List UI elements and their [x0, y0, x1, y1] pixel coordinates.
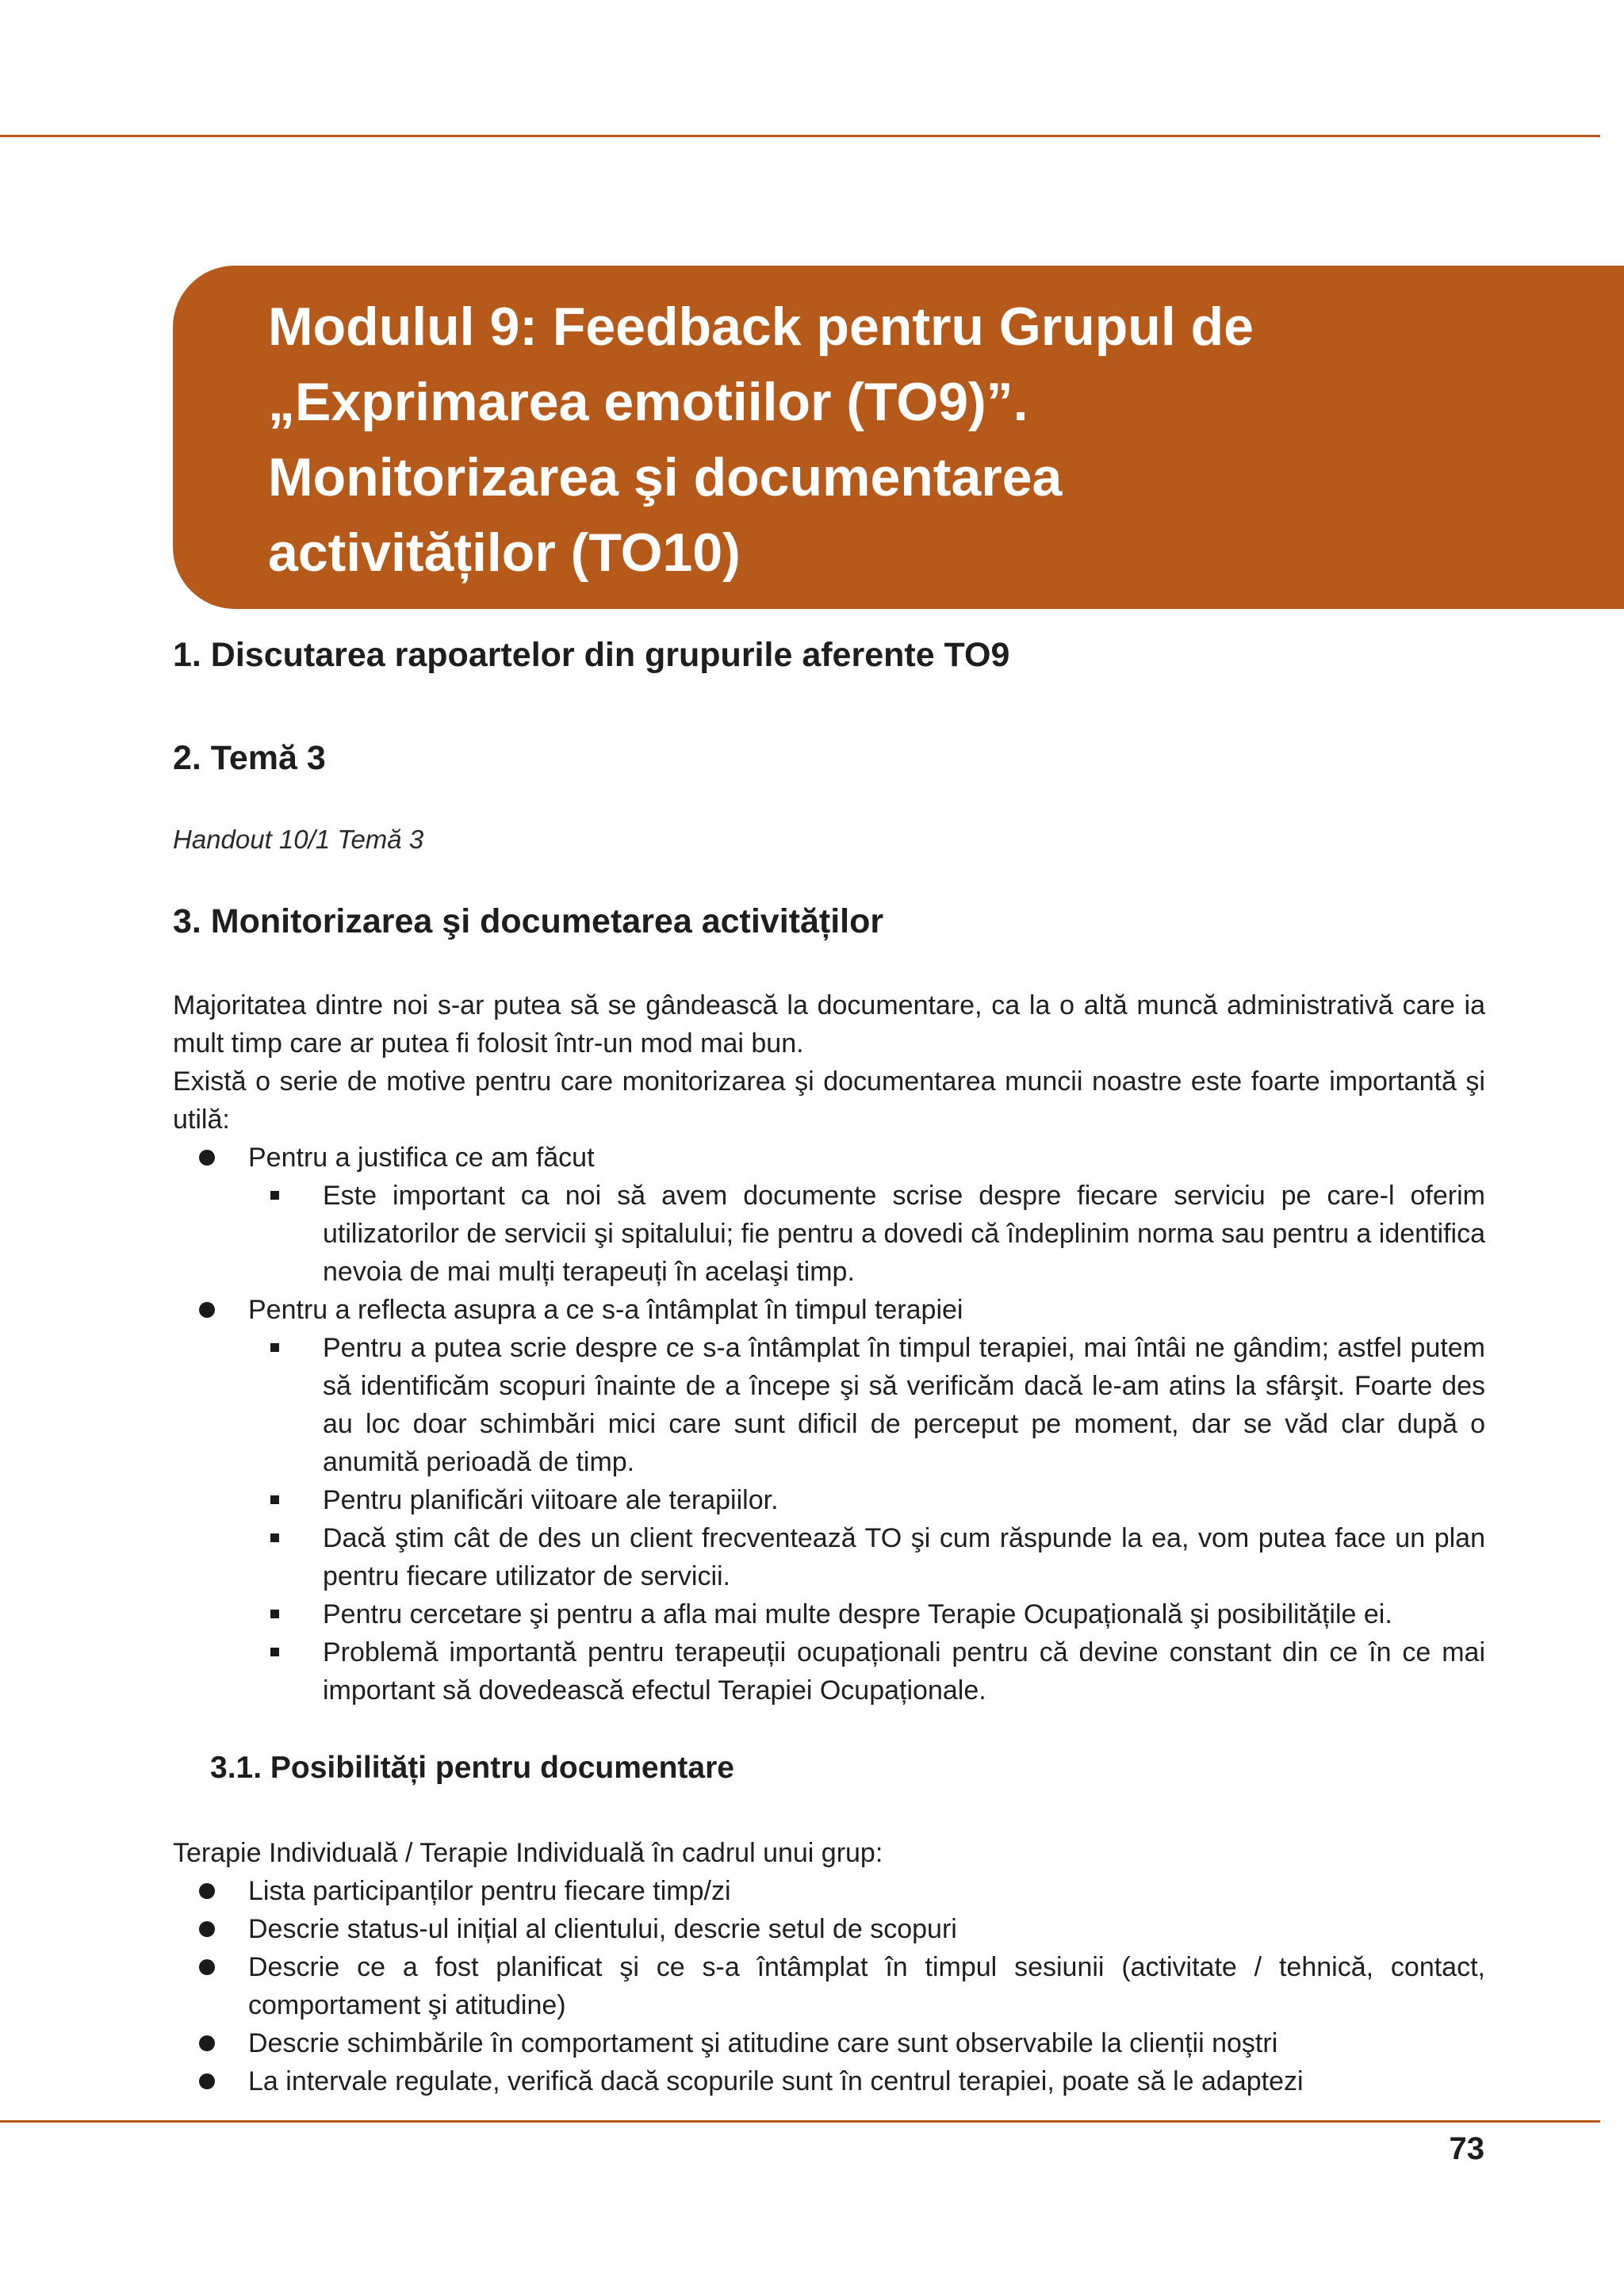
- bullet-square-icon: [270, 1533, 279, 1542]
- list-item: [0, 2062, 1485, 2100]
- sub-list-item: [0, 1595, 1485, 1633]
- module-title: [268, 289, 1505, 591]
- module-title-line: activităților (TO10): [268, 523, 741, 583]
- bullet-dot-icon: [199, 2073, 215, 2089]
- list-item: [0, 1948, 1485, 2024]
- sub-list-item: [0, 1481, 1485, 1519]
- footer-rule: [0, 2120, 1600, 2123]
- list-item-text: Pentru a reflecta asupra a ce s-a întâmplat în timpul terapiei: [248, 1295, 963, 1325]
- section-3-paragraph: Există o serie de motive pentru care monitorizarea şi documentarea muncii noastre este foarte importantă şi utilă:: [173, 1066, 1485, 1135]
- bullet-dot-icon: [199, 2035, 215, 2051]
- sub-list-item-text: Pentru planificări viitoare ale terapiilor.: [323, 1485, 779, 1515]
- list-item-text: Pentru a justifica ce am făcut: [248, 1143, 595, 1173]
- bullet-square-icon: [270, 1610, 279, 1618]
- sub-list-item-text: Problemă importantă pentru terapeuții ocupaționali pentru că devine constant din ce în ce mai important să dovedească efectul Terapiei Ocupaționale.: [323, 1637, 1485, 1706]
- module-title-line: Modulul 9: Feedback pentru Grupul de: [268, 297, 1254, 357]
- module-title-banner: [173, 266, 1624, 609]
- sub-list-item-text: Este important ca noi să avem documente scrise despre fiecare serviciu pe care-l oferim utilizatorilor de servicii şi spitalului; fie pentru a dovedi că îndeplinim norma sau pentru a identifica nevoia de mai mulți terapeuți în acelaşi timp.: [323, 1181, 1485, 1287]
- list-item-text: Lista participanților pentru fiecare timp/zi: [248, 1876, 731, 1906]
- list-item: [0, 1872, 1485, 1910]
- section-3-paragraph: Majoritatea dintre noi s-ar putea să se gândească la documentare, ca la o altă muncă administrativă care ia mult timp care ar putea fi folosit într-un mod mai bun.: [173, 990, 1485, 1059]
- list-item-text: La intervale regulate, verifică dacă scopurile sunt în centrul terapiei, poate să le adaptezi: [248, 2066, 1304, 2096]
- header-rule: [0, 135, 1600, 137]
- bullet-dot-icon: [199, 1883, 215, 1899]
- bullet-square-icon: [270, 1191, 279, 1200]
- section-3-1-intro: Terapie Individuală / Terapie Individuală în cadrul unui grup:: [173, 1838, 883, 1868]
- sub-list-item: [0, 1519, 1485, 1595]
- list-item: [0, 1139, 1485, 1177]
- bullet-square-icon: [270, 1495, 279, 1504]
- list-item: [0, 1910, 1485, 1948]
- sub-list-item-text: Pentru cercetare şi pentru a afla mai multe despre Terapie Ocupațională şi posibilitățile ei.: [323, 1599, 1392, 1629]
- list-item-text: Descrie schimbările în comportament şi atitudine care sunt observabile la clienții noştri: [248, 2028, 1278, 2058]
- section-2-heading: 2. Temă 3: [173, 739, 326, 777]
- reasons-list: [0, 1139, 1624, 1709]
- sub-list-item: [0, 1177, 1485, 1291]
- page-number: 73: [1449, 2131, 1484, 2166]
- sub-list-item: [0, 1633, 1485, 1709]
- section-3-1-heading: 3.1. Posibilități pentru documentare: [210, 1751, 734, 1785]
- bullet-dot-icon: [199, 1959, 215, 1975]
- module-title-line: Monitorizarea şi documentarea: [268, 447, 1063, 507]
- module-title-line: „Exprimarea emotiilor (TO9)”.: [268, 372, 1028, 432]
- bullet-square-icon: [270, 1648, 279, 1656]
- list-item: [0, 1291, 1485, 1329]
- bullet-dot-icon: [199, 1302, 215, 1318]
- section-1-heading: 1. Discutarea rapoartelor din grupurile aferente TO9: [173, 636, 1010, 674]
- handout-reference: Handout 10/1 Temă 3: [173, 825, 424, 854]
- sub-list-item-text: Pentru a putea scrie despre ce s-a întâmplat în timpul terapiei, mai întâi ne gândim; astfel putem să identificăm scopuri înainte de a începe şi să verificăm dacă le-am atins la sfârşit. Foarte des au loc doar schimbări mici care sunt dificil de perceput pe moment, dar se văd clar după o anumită perioadă de timp.: [323, 1333, 1485, 1477]
- bullet-square-icon: [270, 1343, 279, 1352]
- possibilities-list: [0, 1872, 1624, 2100]
- bullet-dot-icon: [199, 1150, 215, 1166]
- list-item-text: Descrie status-ul inițial al clientului, descrie setul de scopuri: [248, 1914, 957, 1944]
- sub-list-item: [0, 1329, 1485, 1481]
- section-3-heading: 3. Monitorizarea şi documetarea activităților: [173, 902, 884, 940]
- sub-list-item-text: Dacă ştim cât de des un client frecventează TO şi cum răspunde la ea, vom putea face un plan pentru fiecare utilizator de servicii.: [323, 1523, 1485, 1591]
- list-item-text: Descrie ce a fost planificat şi ce s-a întâmplat în timpul sesiunii (activitate / tehnică, contact, comportament şi atitudine): [248, 1952, 1485, 2020]
- bullet-dot-icon: [199, 1921, 215, 1937]
- list-item: [0, 2024, 1485, 2062]
